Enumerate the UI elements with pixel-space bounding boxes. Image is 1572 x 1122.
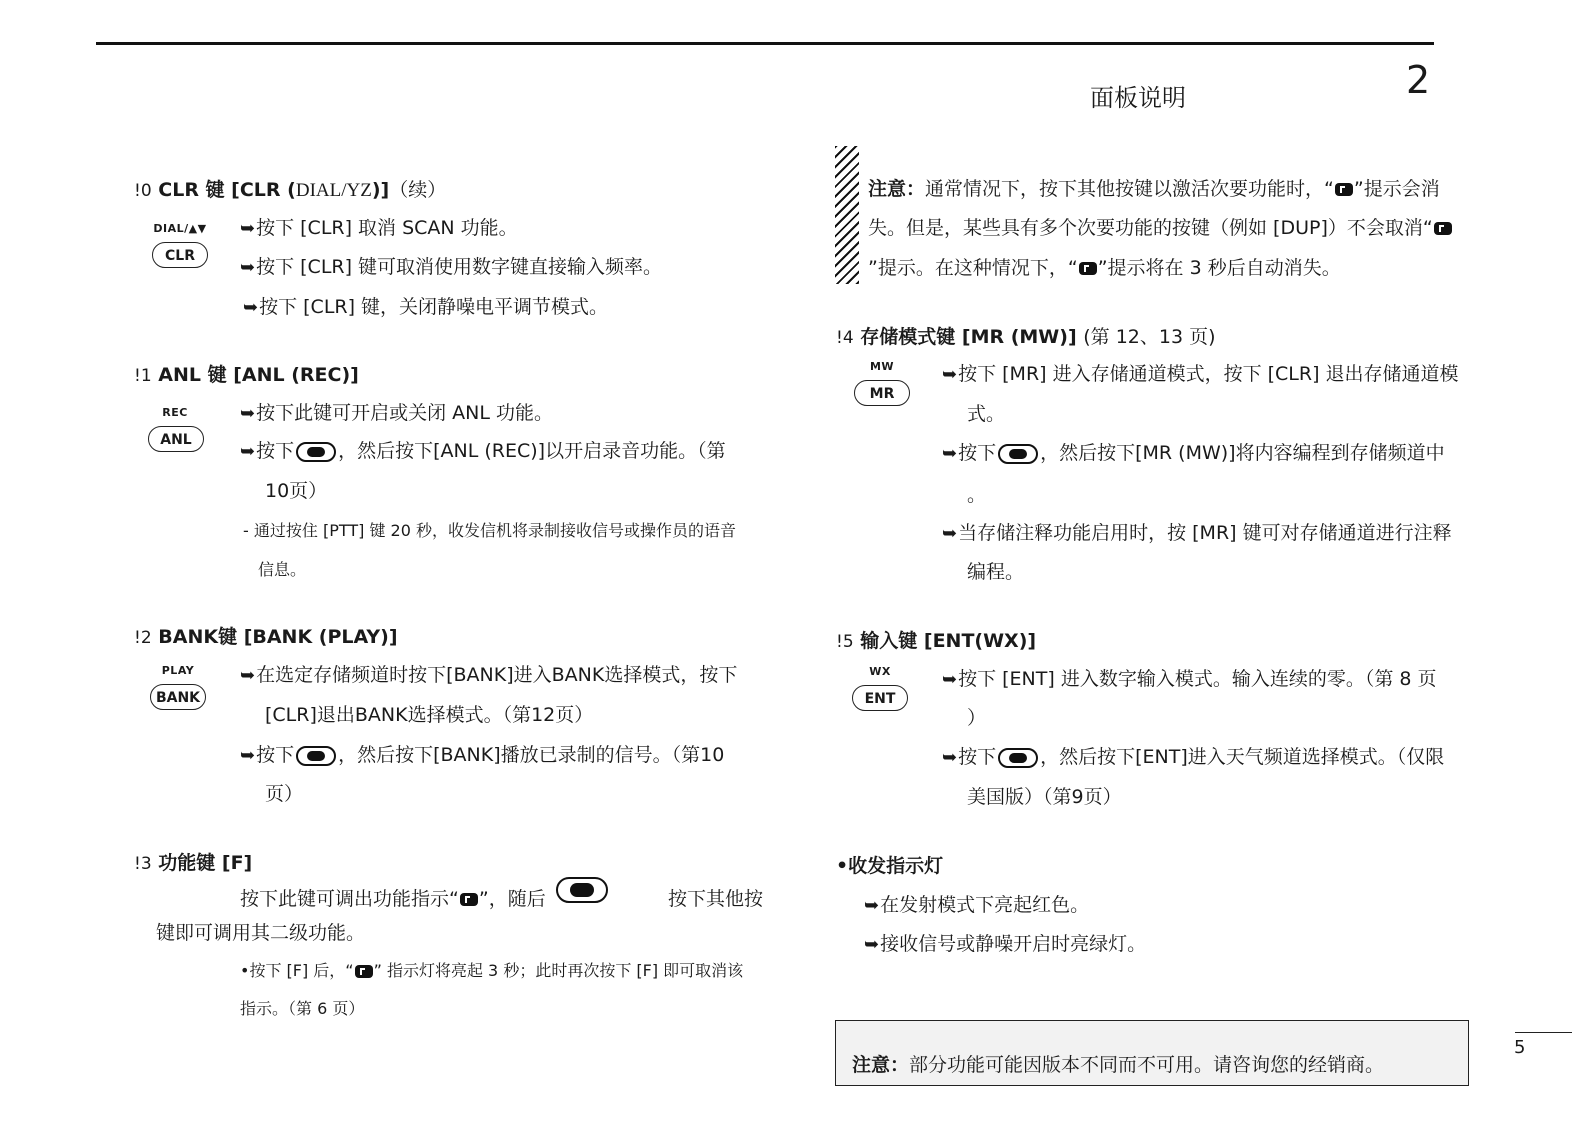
list-item-continued: 10页） bbox=[265, 480, 328, 502]
section-mr-heading bbox=[836, 322, 1216, 349]
f-indicator-icon bbox=[355, 965, 373, 978]
mr-key-icon: MR bbox=[854, 380, 910, 406]
section-number: !1 bbox=[134, 366, 152, 386]
arrow-icon: ➥ bbox=[240, 257, 256, 278]
heading-dial-text: DIAL/YZ bbox=[295, 180, 372, 201]
heading-text: 输入键 [ENT(WX)] bbox=[860, 630, 1037, 652]
list-item-text: 按下 [CLR] 键，关闭静噪电平调节模式。 bbox=[259, 296, 609, 318]
chapter-number: 2 bbox=[1406, 58, 1431, 102]
arrow-icon: ➥ bbox=[942, 443, 958, 464]
list-item-text: 按下 bbox=[256, 440, 295, 462]
list-item-continued: [CLR]退出BANK选择模式。（第12页） bbox=[265, 704, 594, 726]
bank-key-icon: BANK bbox=[150, 684, 206, 710]
f-key-icon bbox=[556, 877, 608, 903]
list-item bbox=[942, 742, 1444, 769]
list-item bbox=[864, 929, 1146, 956]
arrow-icon: ➥ bbox=[240, 403, 256, 424]
list-item bbox=[942, 518, 1452, 545]
paragraph-continued: 键即可调用其二级功能。 bbox=[156, 922, 366, 944]
f-key-icon bbox=[998, 748, 1038, 768]
section-number: !0 bbox=[134, 181, 152, 201]
note-label: 注意： bbox=[868, 178, 926, 200]
bullet-note-continued: 指示。（第 6 页） bbox=[240, 999, 365, 1018]
arrow-icon: ➥ bbox=[942, 747, 958, 768]
f-key-icon bbox=[998, 444, 1038, 464]
list-item bbox=[240, 398, 553, 425]
paragraph bbox=[240, 884, 546, 911]
arrow-icon: ➥ bbox=[942, 669, 958, 690]
note-text: 失。但是，某些具有多个次要功能的按键（例如 [DUP]）不会取消“ bbox=[868, 217, 1433, 239]
list-item bbox=[864, 890, 1089, 917]
arrow-icon: ➥ bbox=[243, 297, 259, 318]
list-item-text: 按下 [MR] 进入存储通道模式，按下 [CLR] 退出存储通道模 bbox=[958, 363, 1459, 385]
arrow-icon: ➥ bbox=[942, 364, 958, 385]
anl-key-sublabel: REC bbox=[162, 406, 188, 419]
note-text: ”提示会消 bbox=[1353, 178, 1440, 200]
note-line bbox=[868, 174, 1440, 201]
mr-key-sublabel: MW bbox=[869, 360, 895, 373]
list-item bbox=[942, 359, 1459, 386]
bank-key-sublabel: PLAY bbox=[161, 664, 195, 677]
bullet-note bbox=[240, 958, 743, 981]
arrow-icon: ➥ bbox=[240, 745, 256, 766]
paragraph-text: 按下此键可调出功能指示“ bbox=[240, 888, 459, 910]
list-item-text: ，然后按下[MR (MW)]将内容编程到存储频道中 bbox=[1040, 442, 1445, 464]
list-item-text: 按下 bbox=[256, 744, 295, 766]
note-text: ”提示将在 3 秒后自动消失。 bbox=[1097, 257, 1341, 279]
list-item-continued: 编程。 bbox=[967, 561, 1025, 583]
list-item-text: 在选定存储频道时按下[BANK]进入BANK选择模式，按下 bbox=[256, 664, 738, 686]
note-line bbox=[868, 213, 1453, 240]
bullet-text: •按下 [F] 后，“ bbox=[240, 961, 354, 980]
note-line bbox=[868, 253, 1341, 280]
section-clr-heading bbox=[134, 175, 446, 202]
list-item bbox=[240, 740, 724, 767]
section-ent-heading bbox=[836, 626, 1036, 653]
clr-key-icon: CLR bbox=[152, 242, 208, 268]
arrow-icon: ➥ bbox=[864, 895, 880, 916]
heading-text: BANK键 [BANK (PLAY)] bbox=[158, 626, 398, 648]
section-number: !5 bbox=[836, 632, 854, 652]
arrow-icon: ➥ bbox=[864, 934, 880, 955]
list-item-continued: 美国版）（第9页） bbox=[967, 786, 1122, 808]
section-anl-heading bbox=[134, 360, 359, 387]
section-number: !4 bbox=[836, 328, 854, 348]
top-rule bbox=[96, 42, 1434, 45]
heading-text: 功能键 [F] bbox=[158, 852, 253, 874]
note-text: ”提示。在这种情况下，“ bbox=[868, 257, 1078, 279]
bottom-note bbox=[852, 1050, 1384, 1077]
f-indicator-icon bbox=[1079, 262, 1097, 275]
list-item bbox=[240, 660, 737, 687]
list-item bbox=[243, 292, 608, 319]
arrow-icon: ➥ bbox=[240, 441, 256, 462]
list-item-text: 按下 bbox=[958, 442, 997, 464]
note-hatch-bar bbox=[835, 146, 859, 284]
ent-key-sublabel: WX bbox=[869, 665, 891, 678]
heading-text: 存储模式键 [MR (MW)] bbox=[860, 326, 1077, 348]
f-key-icon bbox=[296, 442, 336, 462]
paragraph-text: 按下其他按 bbox=[668, 888, 764, 910]
f-indicator-icon bbox=[1434, 222, 1452, 235]
arrow-icon: ➥ bbox=[240, 218, 256, 239]
section-number: !2 bbox=[134, 628, 152, 648]
bullet-text: ” 指示灯将亮起 3 秒；此时再次按下 [F] 即可取消该 bbox=[373, 961, 744, 980]
list-item-text: ，然后按下[BANK]播放已录制的信号。（第10 bbox=[338, 744, 725, 766]
heading-text: CLR 键 [CLR ( bbox=[158, 179, 296, 201]
list-item-text: 按下 [CLR] 键可取消使用数字键直接输入频率。 bbox=[256, 256, 663, 278]
tx-indicator-heading: •收发指示灯 bbox=[836, 855, 944, 877]
anl-key-icon: ANL bbox=[148, 426, 204, 452]
list-item-continued: 。 bbox=[967, 484, 987, 506]
list-item-text: 在发射模式下亮起红色。 bbox=[880, 894, 1090, 916]
list-item-text: ，然后按下[ANL (REC)]以开启录音功能。（第 bbox=[338, 440, 726, 462]
heading-suffix: （续） bbox=[389, 179, 447, 201]
arrow-icon: ➥ bbox=[942, 523, 958, 544]
section-title: 面板说明 bbox=[1090, 84, 1186, 112]
section-number: !3 bbox=[134, 854, 152, 874]
note-text: 部分功能可能因版本不同而不可用。请咨询您的经销商。 bbox=[909, 1054, 1385, 1076]
paragraph-text: ”，随后 bbox=[478, 888, 546, 910]
list-item bbox=[240, 252, 662, 279]
note-text: 通常情况下，按下其他按键以激活次要功能时，“ bbox=[925, 178, 1334, 200]
list-item bbox=[240, 436, 726, 463]
list-item-text: ，然后按下[ENT]进入天气频道选择模式。（仅限 bbox=[1040, 746, 1445, 768]
arrow-icon: ➥ bbox=[240, 665, 256, 686]
heading-text: ANL 键 [ANL (REC)] bbox=[158, 364, 359, 386]
list-item-continued: 页） bbox=[265, 783, 304, 805]
list-item bbox=[240, 213, 518, 240]
f-indicator-icon bbox=[1335, 183, 1353, 196]
note-label: 注意： bbox=[852, 1054, 910, 1076]
heading-suffix: (第 12、13 页) bbox=[1083, 326, 1216, 348]
heading-close: )] bbox=[371, 179, 390, 201]
f-indicator-icon bbox=[460, 893, 478, 906]
list-item-text: 接收信号或静噪开启时亮绿灯。 bbox=[880, 933, 1147, 955]
sub-note-continued: 信息。 bbox=[258, 560, 307, 579]
list-item-text: 按下 bbox=[958, 746, 997, 768]
list-item-text: 按下此键可开启或关闭 ANL 功能。 bbox=[256, 402, 553, 424]
sub-note: - 通过按住 [PTT] 键 20 秒，收发信机将录制接收信号或操作员的语音 bbox=[243, 521, 736, 540]
ent-key-icon: ENT bbox=[852, 685, 908, 711]
list-item bbox=[942, 438, 1445, 465]
section-bank-heading bbox=[134, 622, 398, 649]
list-item-continued: 式。 bbox=[967, 403, 1006, 425]
list-item-text: 当存储注释功能启用时，按 [MR] 键可对存储通道进行注释 bbox=[958, 522, 1452, 544]
list-item bbox=[942, 664, 1437, 691]
section-f-heading bbox=[134, 848, 252, 875]
page-number: 5 bbox=[1514, 1037, 1526, 1058]
page-number-rule bbox=[1515, 1032, 1572, 1033]
list-item-text: 按下 [CLR] 取消 SCAN 功能。 bbox=[256, 217, 518, 239]
f-key-icon bbox=[296, 746, 336, 766]
clr-key-sublabel: DIAL/▲▼ bbox=[153, 222, 207, 235]
list-item-continued: ） bbox=[967, 707, 987, 729]
list-item-text: 按下 [ENT] 进入数字输入模式。输入连续的零。（第 8 页 bbox=[958, 668, 1437, 690]
